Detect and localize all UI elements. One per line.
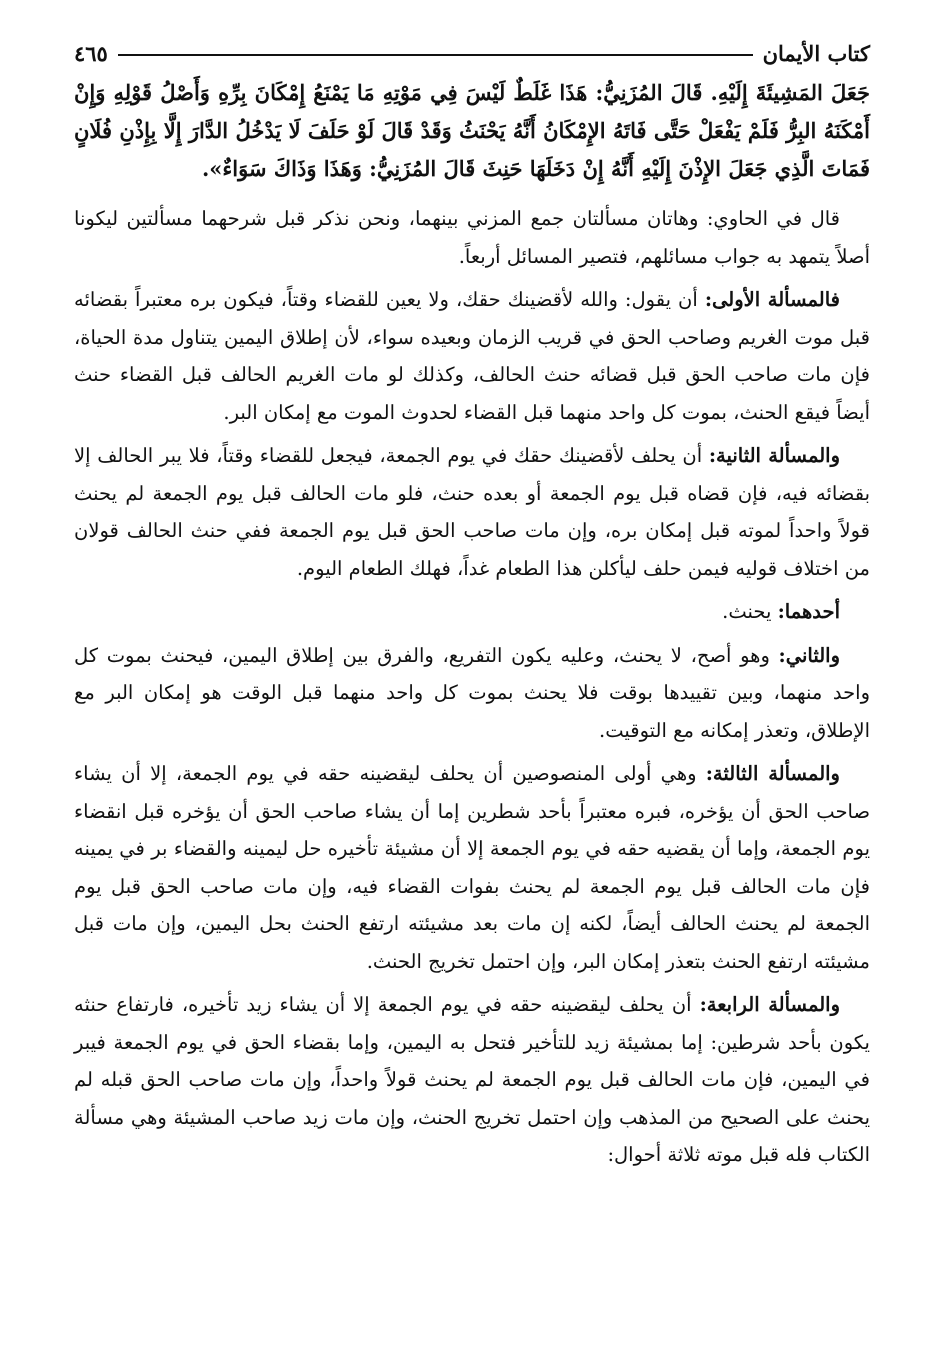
paragraph-second-issue [74,437,870,587]
paragraph-first-opinion [74,593,870,631]
paragraph-lead: والمسألة الثالثة: [705,762,840,785]
paragraph-text: يحنث. [722,600,778,623]
paragraph-text: قال في الحاوي: وهاتان مسألتان جمع المزني بينهما، ونحن نذكر قبل شرحهما مسألتين ليكونا أصلاً يتمهد به جواب مسائلهم، فتصير المسائل أربعاً. [74,207,870,268]
paragraph-text: أن يحلف لأقضينك حقك في يوم الجمعة، فيجعل للقضاء وقتاً، فلا يبر الحالف إلا بقضائه فيه، فإن قضاه قبل يوم الجمعة أو بعده حنث، فلو مات الحالف قبل يوم الجمعة لم يحنث قولاً واحداً لموته قبل إمكان بره، وإن مات صاحب الحق قبل يوم الجمعة ففي حنث الحالف قولان من اختلاف قوليه فيمن حلف ليأكلن هذا الطعام غداً، فهلك الطعام اليوم. [74,444,870,580]
paragraph-lead: أحدهما: [777,600,840,623]
paragraph-second-opinion [74,637,870,750]
paragraph-text: وهو أصح، لا يحنث، وعليه يكون التفريع، والفرق بين إطلاق اليمين، فيحنث بموت كل واحد منهما، وبين تقييدها بوقت فلا يحنث بموت كل واحد منهما قبل الوقت هو إمكان البر مع الإطلاق، وتعذر إمكانه مع التوقيت. [74,643,870,742]
paragraph-lead: والمسألة الرابعة: [699,993,840,1016]
paragraph-fourth-issue [74,986,870,1174]
quoted-matn: جَعَلَ المَشِيئَةَ إِلَيْهِ. قَالَ المُزَنِيُّ: هَذَا غَلَطٌ لَيْسَ فِي مَوْتِهِ مَا يَمْنَعُ إِمْكَانَ بِرِّهِ وَأَصْلُ قَوْلِهِ وَإِنْ أَمْكَنَهُ البِرُّ فَلَمْ يَفْعَلْ حَتَّى فَاتَهُ الإِمْكَانُ أَنَّهُ يَحْنَثُ وَقَدْ قَالَ لَوْ حَلَفَ لَا يَدْخُلُ الدَّارَ إِلَّا بِإِذْنِ فُلَانٍ فَمَاتَ الَّذِي جَعَلَ الإِذْنَ إِلَيْهِ أَنَّهُ إِنْ دَخَلَهَا حَنِثَ قَالَ المُزَنِيُّ: وَهَذَا وَذَاكَ سَوَاءٌ». [74,80,870,181]
paragraph-hawi-intro [74,200,870,275]
paragraph-text: أن يحلف ليقضينه حقه في يوم الجمعة إلا أن يشاء زيد تأخيره، فارتفاع حنثه يكون بأحد شرطين: إما بمشيئة زيد للتأخير فتحل به اليمين، وإما بقضاء الحق في يوم الجمعة فيبر في اليمين، فإن مات الحالف قبل يوم الجمعة لم يحنث قولاً واحداً، وإن مات صاحب الحق قبله لم يحنث على الصحيح من المذهب وإن احتمل تخريج الحنث، وإن مات زيد صاحب المشيئة وهي مسألة الكتاب فله قبل موته ثلاثة أحوال: [74,993,870,1166]
paragraph-lead: فالمسألة الأولى: [704,288,840,311]
page-body [74,74,870,1174]
paragraph-text: أن يقول: والله لأقضينك حقك، ولا يعين للقضاء وقتاً، فيكون بره معتبراً بقضائه قبل موت الغريم وصاحب الحق في قريب الزمان وبعيده سواء، لأن إطلاق اليمين يتناول مدة الحياة، فإن مات صاحب الحق قبل قضائه حنث الحالف، وكذلك لو مات الغريم الحالف قبل القضاء حنث أيضاً فيقع الحنث، بموت كل واحد منهما قبل القضاء لحدوث الموت مع إمكان البر. [74,288,870,424]
running-header [74,36,870,70]
header-rule [118,54,753,56]
paragraph-lead: والثاني: [778,643,840,667]
book-title: كتاب الأيمان [762,40,870,66]
book-page [74,36,870,1180]
paragraph-lead: والمسألة الثانية: [708,444,840,467]
paragraph-first-issue [74,281,870,431]
paragraph-third-issue [74,755,870,980]
page-number: ٤٦٥ [74,40,108,66]
paragraph-text: وهي أولى المنصوصين أن يحلف ليقضينه حقه في يوم الجمعة، إلا أن يشاء صاحب الحق أن يؤخره، فبره معتبراً بأحد شطرين إما أن يشاء صاحب الحق أن يؤخره قبل انقضاء يوم الجمعة، وإما أن يقضيه حقه في يوم الجمعة إلا أن مشيئة تأخيره حل ليمينه والقضاء بر في يمينه فإن مات الحالف قبل يوم الجمعة لم يحنث بفوات القضاء فيه، وإن مات صاحب الحق قبل يوم الجمعة لم يحنث الحالف أيضاً، لكنه إن مات بعد مشيئته ارتفع الحنث بحل اليمين، وإن مات قبل مشيئته ارتفع الحنث بتعذر إمكان البر، وإن احتمل تخريج الحنث. [74,762,870,973]
